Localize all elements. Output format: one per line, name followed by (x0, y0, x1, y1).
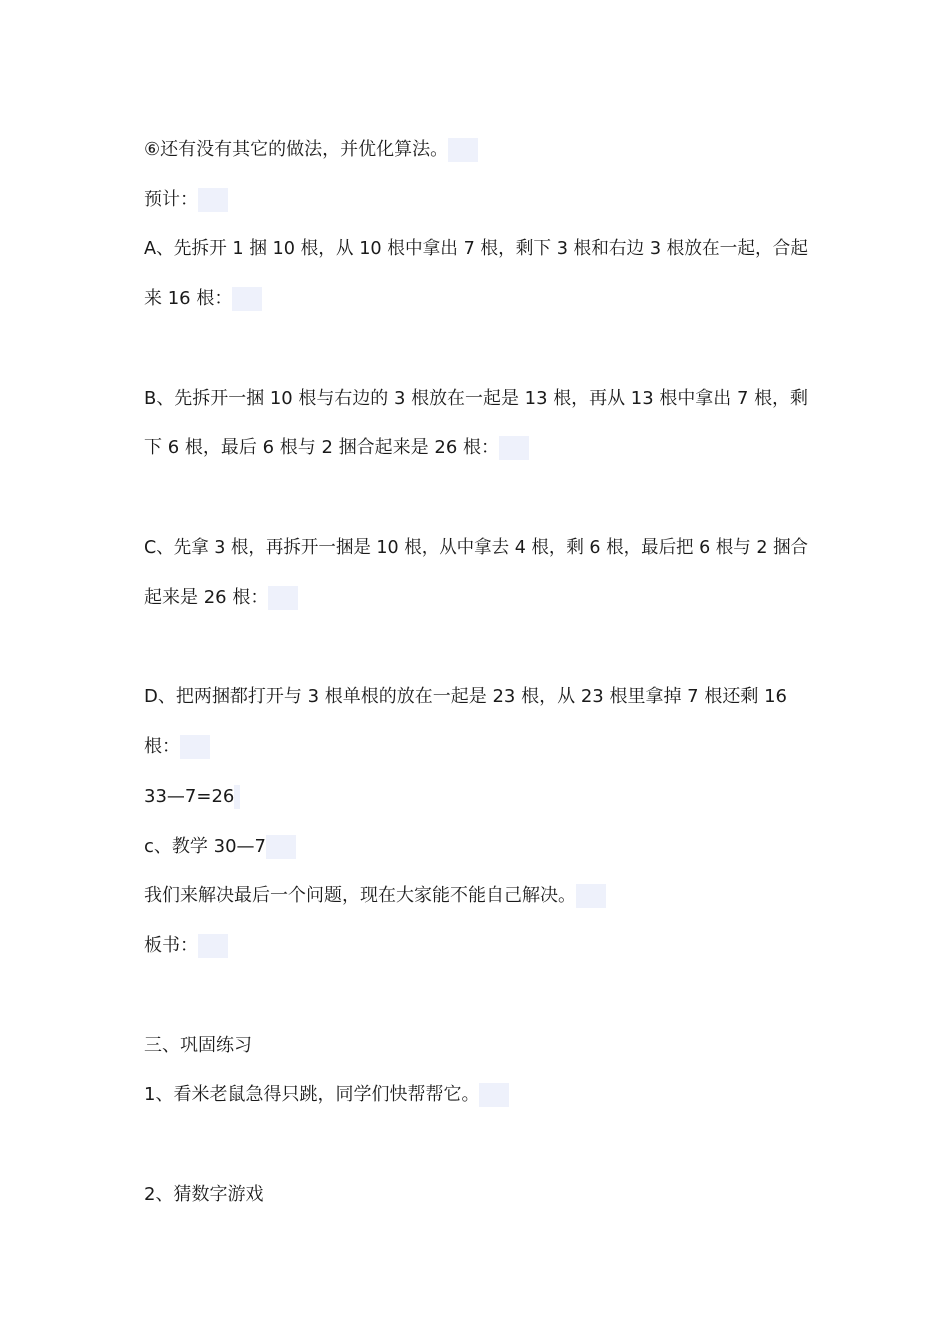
highlight-mark (232, 287, 262, 311)
paragraph-line (144, 734, 210, 760)
paragraph-line (144, 137, 478, 163)
section-heading (144, 1033, 252, 1059)
line-text: 起来是 26 根： (144, 587, 269, 608)
paragraph-line (144, 286, 262, 312)
highlight-mark (479, 1083, 509, 1107)
paragraph-line (144, 834, 296, 860)
highlight-mark (268, 586, 298, 610)
paragraph-line (144, 236, 821, 262)
line-text: C、先拿 3 根，再拆开一捆是 10 根，从中拿去 4 根，剩 6 根，最后把 6 根与 2 捆合 (144, 537, 808, 558)
line-text: D、把两捆都打开与 3 根单根的放在一起是 23 根，从 23 根里拿掉 7 根还剩 16 (144, 686, 787, 707)
line-text: 下 6 根，最后 6 根与 2 捆合起来是 26 根： (144, 437, 500, 458)
line-text: ⑥还有没有其它的做法，并优化算法。 (144, 139, 449, 160)
paragraph-line (144, 684, 787, 710)
paragraph-line (144, 386, 809, 412)
line-text: 根： (144, 736, 180, 757)
highlight-mark (180, 735, 210, 759)
line-text: 板书： (144, 935, 198, 956)
paragraph-line (144, 933, 228, 959)
line-text: c、教学 30—7 (144, 836, 266, 857)
highlight-mark (448, 138, 478, 162)
paragraph-line (144, 187, 228, 213)
paragraph-line (144, 535, 827, 561)
highlight-mark (576, 884, 606, 908)
paragraph-line (144, 883, 606, 909)
paragraph-line (144, 435, 529, 461)
heading-text: 三、巩固练习 (144, 1035, 252, 1056)
highlight-mark (234, 785, 240, 809)
line-text: 1、看米老鼠急得只跳，同学们快帮帮它。 (144, 1084, 480, 1105)
highlight-mark (198, 934, 228, 958)
highlight-mark (266, 835, 296, 859)
paragraph-line (144, 1182, 263, 1208)
equation-text: 33—7=26 (144, 786, 235, 807)
paragraph-line (144, 1082, 509, 1108)
paragraph-line (144, 585, 298, 611)
line-text: 我们来解决最后一个问题，现在大家能不能自己解决。 (144, 885, 576, 906)
line-text: B、先拆开一捆 10 根与右边的 3 根放在一起是 13 根，再从 13 根中拿出 7 根，剩 (144, 388, 808, 409)
highlight-mark (499, 436, 529, 460)
line-text: 来 16 根： (144, 288, 233, 309)
line-text: 预计： (144, 189, 198, 210)
paragraph-line (144, 784, 240, 810)
line-text: A、先拆开 1 捆 10 根，从 10 根中拿出 7 根，剩下 3 根和右边 3 根放在一起，合起 (144, 238, 808, 259)
highlight-mark (198, 188, 228, 212)
line-text: 2、猜数字游戏 (144, 1184, 264, 1205)
